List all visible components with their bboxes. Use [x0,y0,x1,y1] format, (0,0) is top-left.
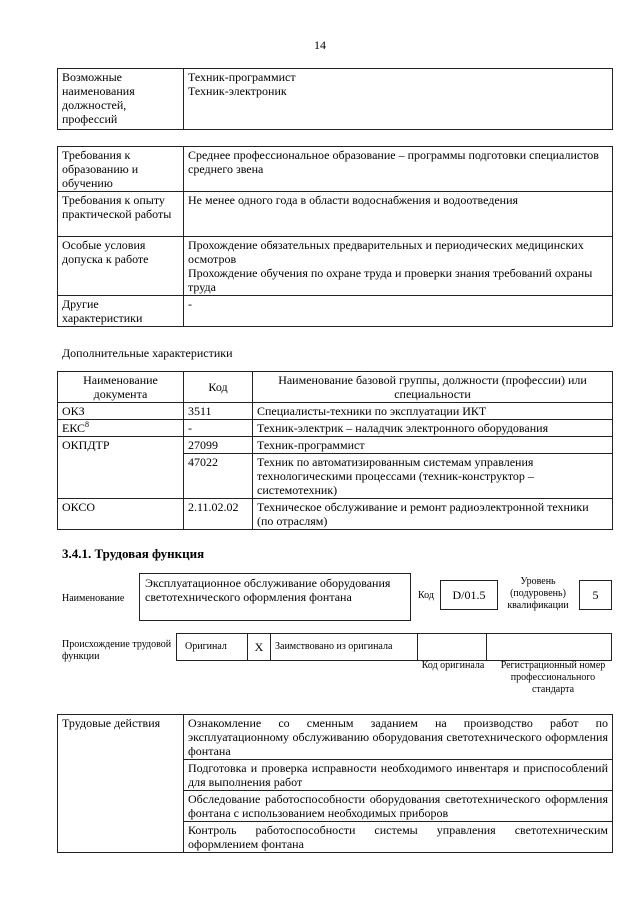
action-item: Обследование работоспособности оборудования светотехнического оформления фонтана с использованием необходимых приборов [184,791,613,822]
origin-label: Происхождение трудовой функции [62,639,172,662]
row-code: 3511 [184,403,253,420]
positions-values [184,69,613,130]
header-code: Код [184,372,253,403]
action-item: Контроль работоспособности системы управления светотехническим оформлением фонтана [184,822,613,853]
header-name: Наименование базовой группы, должности (профессии) или специальности [253,372,613,403]
requirement-label: Требования к опыту практической работы [58,192,184,237]
requirement-value: Не менее одного года в области водоснабжения и водоотведения [184,192,613,237]
action-item: Ознакомление со сменным заданием на производство работ по эксплуатационному обслуживанию оборудования светотехнического оформления фонтана [184,715,613,760]
row-name: Техник по автоматизированным системам управления технологическими процессами (техник-конструктор – системотехник) [253,454,613,499]
actions-table [57,714,613,853]
code-original-label: Код оригинала [421,660,485,671]
row-doc [58,420,184,437]
requirement-value: Среднее профессиональное образование – программы подготовки специалистов среднего звена [184,147,613,192]
row-doc: ОКПДТР [58,437,184,499]
name-label: Наименование [62,593,125,604]
positions-table [57,68,613,130]
position-item: Техник-электроник [188,84,287,98]
table-row [58,437,613,454]
code-label: Код [418,590,434,601]
additional-table [57,371,613,530]
table-row [58,420,613,437]
position-item: Техник-программист [188,70,296,84]
additional-heading: Дополнительные характеристики [62,346,233,360]
row-name: Техник-электрик – наладчик электронного оборудования [253,420,613,437]
requirement-value [184,237,613,296]
function-heading: 3.4.1. Трудовая функция [62,546,205,561]
actions-label: Трудовые действия [58,715,184,853]
row-doc: ОКСО [58,499,184,530]
original-mark: X [248,634,271,661]
row-doc: ОКЗ [58,403,184,420]
row-doc-text: ЕКС [62,421,86,435]
requirement-line: Прохождение обязательных предварительных и периодических медицинских осмотров [188,238,584,266]
header-doc: Наименование документа [58,372,184,403]
requirement-line: Прохождение обучения по охране труда и проверки знания требований охраны труда [188,266,593,294]
table-row [58,403,613,420]
level-label: Уровень (подуровень) квалификации [507,576,569,611]
requirement-label: Требования к образованию и обучению [58,147,184,192]
reg-number-label: Регистрационный номер профессионального стандарта [500,660,606,695]
original-label: Оригинал [177,634,248,661]
positions-label: Возможные наименования должностей, профессий [58,69,184,130]
row-code: 47022 [184,454,253,499]
row-name: Специалисты-техники по эксплуатации ИКТ [253,403,613,420]
row-code: 2.11.02.02 [184,499,253,530]
row-name: Техническое обслуживание и ремонт радиоэлектронной техники (по отраслям) [253,499,613,530]
function-name: Эксплуатационное обслуживание оборудования светотехнического оформления фонтана [139,573,411,621]
row-name: Техник-программист [253,437,613,454]
borrowed-label: Заимствовано из оригинала [271,634,418,661]
origin-table [176,633,612,661]
table-row [58,499,613,530]
level-value: 5 [579,580,612,610]
code-original-cell [418,634,487,661]
row-code: 27099 [184,437,253,454]
requirement-value: - [184,296,613,327]
row-code: - [184,420,253,437]
footnote-mark: 8 [85,420,90,429]
requirement-label: Другие характеристики [58,296,184,327]
requirement-label: Особые условия допуска к работе [58,237,184,296]
requirements-table [57,146,613,327]
action-item: Подготовка и проверка исправности необходимого инвентаря и приспособлений для выполнения работ [184,760,613,791]
page-number: 14 [314,38,326,52]
reg-number-cell [487,634,612,661]
function-code: D/01.5 [440,580,498,610]
